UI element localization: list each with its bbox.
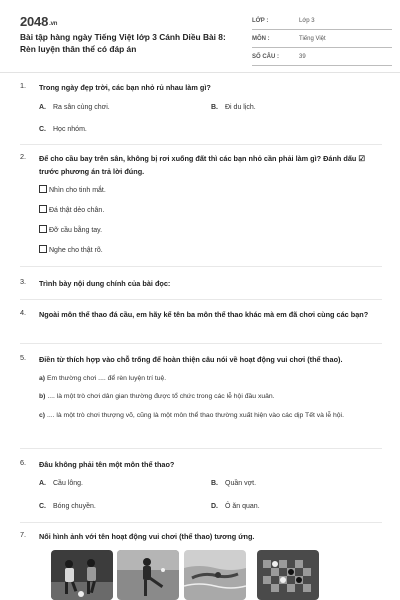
answer-option[interactable] — [39, 503, 96, 510]
checkbox-option[interactable] — [39, 225, 102, 234]
checkbox-label: Nghe cho thật rõ. — [49, 247, 103, 254]
question-text: Nối hình ảnh với tên hoạt động vui chơi (thể thao) tương ứng. — [39, 532, 255, 541]
meta-label: LỚP : — [252, 18, 269, 24]
option-text: Đi du lịch. — [225, 104, 256, 111]
checkbox-label: Nhìn cho tinh mắt. — [49, 187, 106, 194]
question-text: Trình bày nội dung chính của bài đọc: — [39, 279, 171, 288]
fill-text: .... là một trò chơi dân gian thường được tổ chức trong các lễ hội đầu xuân. — [47, 393, 275, 400]
header-divider — [0, 72, 400, 73]
meta-value: Lớp 3 — [299, 18, 315, 24]
question-text: Ngoài môn thể thao đá cầu, em hãy kể tên ba môn thể thao khác mà em đã chơi cùng các bạn? — [39, 310, 369, 319]
fill-letter: a) — [39, 375, 46, 382]
question-number: 3. — [20, 277, 27, 286]
fill-in-item — [39, 373, 379, 385]
option-letter: C. — [39, 503, 46, 510]
question-separator — [20, 522, 382, 523]
checkbox-option[interactable] — [39, 185, 106, 194]
option-text: Cầu lông. — [53, 480, 83, 487]
checkbox-icon[interactable] — [39, 205, 47, 213]
checkbox-icon[interactable] — [39, 225, 47, 233]
option-text: Bóng chuyền. — [53, 503, 96, 510]
checkbox-label: Đá thật dẻo chân. — [49, 207, 105, 214]
question-separator — [20, 266, 382, 267]
option-letter: B. — [211, 104, 218, 111]
checkbox-label: Đỡ cầu bằng tay. — [49, 227, 103, 234]
fill-text: .... là một trò chơi thượng võ, cũng là một môn thể thao thường xuất hiện vào các dịp Tết và lễ hội. — [46, 412, 344, 419]
question-number: 7. — [20, 530, 27, 539]
checkbox-option[interactable] — [39, 245, 103, 254]
fill-letter: b) — [39, 393, 46, 400]
meta-value: 39 — [299, 54, 306, 60]
option-letter: A. — [39, 104, 46, 111]
question-number: 5. — [20, 353, 27, 362]
fill-text: Em thường chơi .... để rèn luyện trí tuệ. — [46, 375, 167, 382]
answer-option[interactable] — [211, 480, 256, 487]
option-letter: D. — [211, 503, 218, 510]
checkbox-option[interactable] — [39, 205, 104, 214]
question-text: Trong ngày đẹp trời, các bạn nhỏ rủ nhau làm gì? — [39, 83, 211, 92]
answer-option[interactable] — [211, 503, 260, 510]
question-separator — [20, 448, 382, 449]
fill-letter: c) — [39, 412, 46, 419]
option-letter: B. — [211, 480, 218, 487]
option-text: Ô ăn quan. — [225, 503, 260, 510]
fill-in-item — [39, 391, 379, 403]
site-logo[interactable] — [20, 14, 57, 29]
photo-chess-board[interactable] — [257, 550, 319, 600]
worksheet-header — [20, 14, 382, 62]
option-text: Học nhóm. — [53, 126, 87, 133]
question-separator — [20, 343, 382, 344]
checkbox-icon[interactable] — [39, 245, 47, 253]
question-number: 2. — [20, 152, 27, 161]
logo-domain: .vn — [49, 21, 58, 27]
answer-option[interactable] — [211, 104, 256, 111]
page-title: Bài tập hàng ngày Tiếng Việt lớp 3 Cánh Diều Bài 8: Rèn luyện thân thể có đáp án — [20, 32, 226, 54]
photo-football-players[interactable] — [51, 550, 113, 600]
question-number: 1. — [20, 81, 27, 90]
fill-in-item — [39, 410, 381, 422]
photo-kicking-shuttlecock[interactable] — [117, 550, 179, 600]
option-letter: A. — [39, 480, 46, 487]
answer-option[interactable] — [39, 480, 83, 487]
meta-row-count — [252, 50, 392, 66]
question-separator — [20, 144, 382, 145]
question-text: Điền từ thích hợp vào chỗ trống để hoàn thiện câu nói về hoạt động vui chơi (thể thao). — [39, 355, 343, 364]
option-letter: C. — [39, 126, 46, 133]
option-text: Ra sân cùng chơi. — [53, 104, 110, 111]
question-text: Để cho cầu bay trên sân, không bị rơi xuống đất thì các bạn nhỏ cần phải làm gì? Đánh dấu ☑ trước phương án trả lời đúng. — [39, 154, 365, 176]
meta-row-class — [252, 14, 392, 30]
meta-panel — [252, 14, 392, 68]
question-text: Đâu không phải tên một môn thể thao? — [39, 460, 175, 469]
photo-swimming[interactable] — [184, 550, 246, 600]
meta-value: Tiếng Việt — [299, 36, 326, 42]
checkbox-icon[interactable] — [39, 185, 47, 193]
option-text: Quần vợt. — [225, 480, 257, 487]
meta-label: SỐ CÂU : — [252, 54, 279, 60]
question-number: 4. — [20, 308, 27, 317]
answer-option[interactable] — [39, 104, 110, 111]
question-number: 6. — [20, 458, 27, 467]
logo-text: 2048 — [20, 14, 49, 29]
answer-option[interactable] — [39, 126, 87, 133]
meta-row-subject — [252, 32, 392, 48]
meta-label: MÔN : — [252, 36, 270, 42]
question-separator — [20, 299, 382, 300]
